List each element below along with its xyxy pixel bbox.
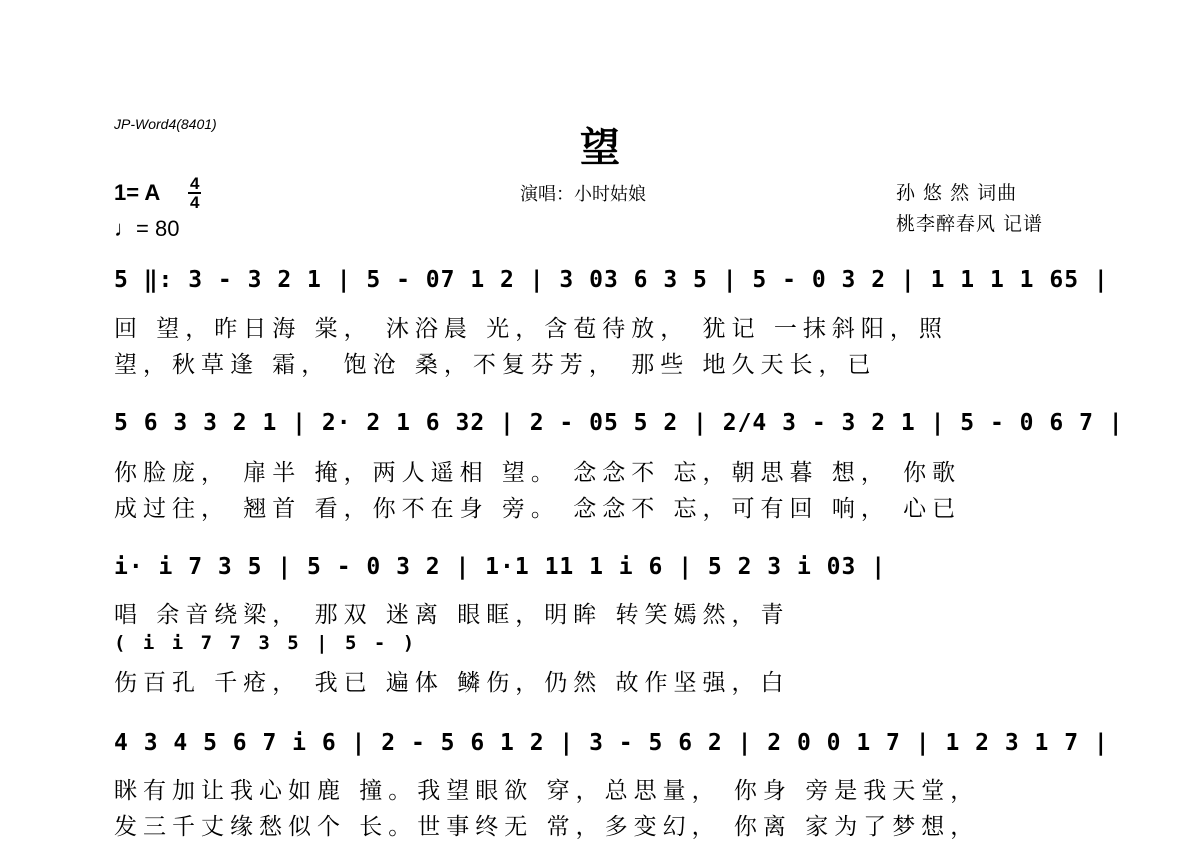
lyric-line-3-verse-2: 伤百孔 千疮， 我已 遍体 鳞伤，仍然 故作坚强，白 xyxy=(114,670,790,696)
lyric-line-3-verse-1: 唱 余音绕梁， 那双 迷离 眼眶，明眸 转笑嫣然，青 xyxy=(114,602,790,628)
composer-credit: 孙 悠 然 词曲 xyxy=(896,182,1018,204)
singer-credit: 演唱：小时姑娘 xyxy=(520,184,646,205)
score-line-4: 4 3 4 5 6 7 i 6 | 2 - 5 6 1 2 | 3 - 5 6 2 | 2 0 0 1 7 | 1 2 3 1 7 | xyxy=(114,730,1109,756)
score-line-3: i· i 7 3 5 | 5 - 0 3 2 | 1·1 11 1 i 6 | 5 2 3 i 03 | xyxy=(114,554,887,580)
score-line-1: 5 ‖: 3 - 3 2 1 | 5 - 07 1 2 | 3 03 6 3 5 | 5 - 0 3 2 | 1 1 1 1 65 | xyxy=(114,267,1109,293)
lyric-line-1-verse-2: 望，秋草逢 霜， 饱沧 桑，不复芬芳， 那些 地久天长，已 xyxy=(114,352,877,378)
tempo-marking: ♩= 80 xyxy=(114,216,180,241)
time-signature xyxy=(188,175,201,211)
song-title: 望 xyxy=(580,125,620,171)
key-signature: 1= A xyxy=(114,180,161,205)
lyric-line-4-verse-1: 眯有加让我心如鹿 撞。我望眼欲 穿，总思量， 你身 旁是我天堂， xyxy=(114,778,980,804)
software-watermark: JP-Word4(8401) xyxy=(114,116,217,132)
interlude-score-line: ( i i 7 7 3 5 | 5 - ) xyxy=(114,632,418,654)
transcriber-credit: 桃李醉春风 记谱 xyxy=(896,213,1044,235)
score-line-2: 5 6 3 3 2 1 | 2· 2 1 6 32 | 2 - 05 5 2 | 2/4 3 - 3 2 1 | 5 - 0 6 7 | xyxy=(114,410,1124,436)
lyric-line-2-verse-2: 成过往， 翘首 看，你不在身 旁。 念念不 忘，可有回 响， 心已 xyxy=(114,496,962,522)
time-signature-top: 4 xyxy=(190,174,200,193)
lyric-line-2-verse-1: 你脸庞， 扉半 掩，两人遥相 望。 念念不 忘，朝思暮 想， 你歌 xyxy=(114,460,962,486)
lyric-line-4-verse-2: 发三千丈缘愁似个 长。世事终无 常，多变幻， 你离 家为了梦想， xyxy=(114,814,980,840)
lyric-line-1-verse-1: 回 望，昨日海 棠， 沐浴晨 光，含苞待放， 犹记 一抹斜阳，照 xyxy=(114,316,948,342)
time-signature-bottom: 4 xyxy=(190,193,200,212)
